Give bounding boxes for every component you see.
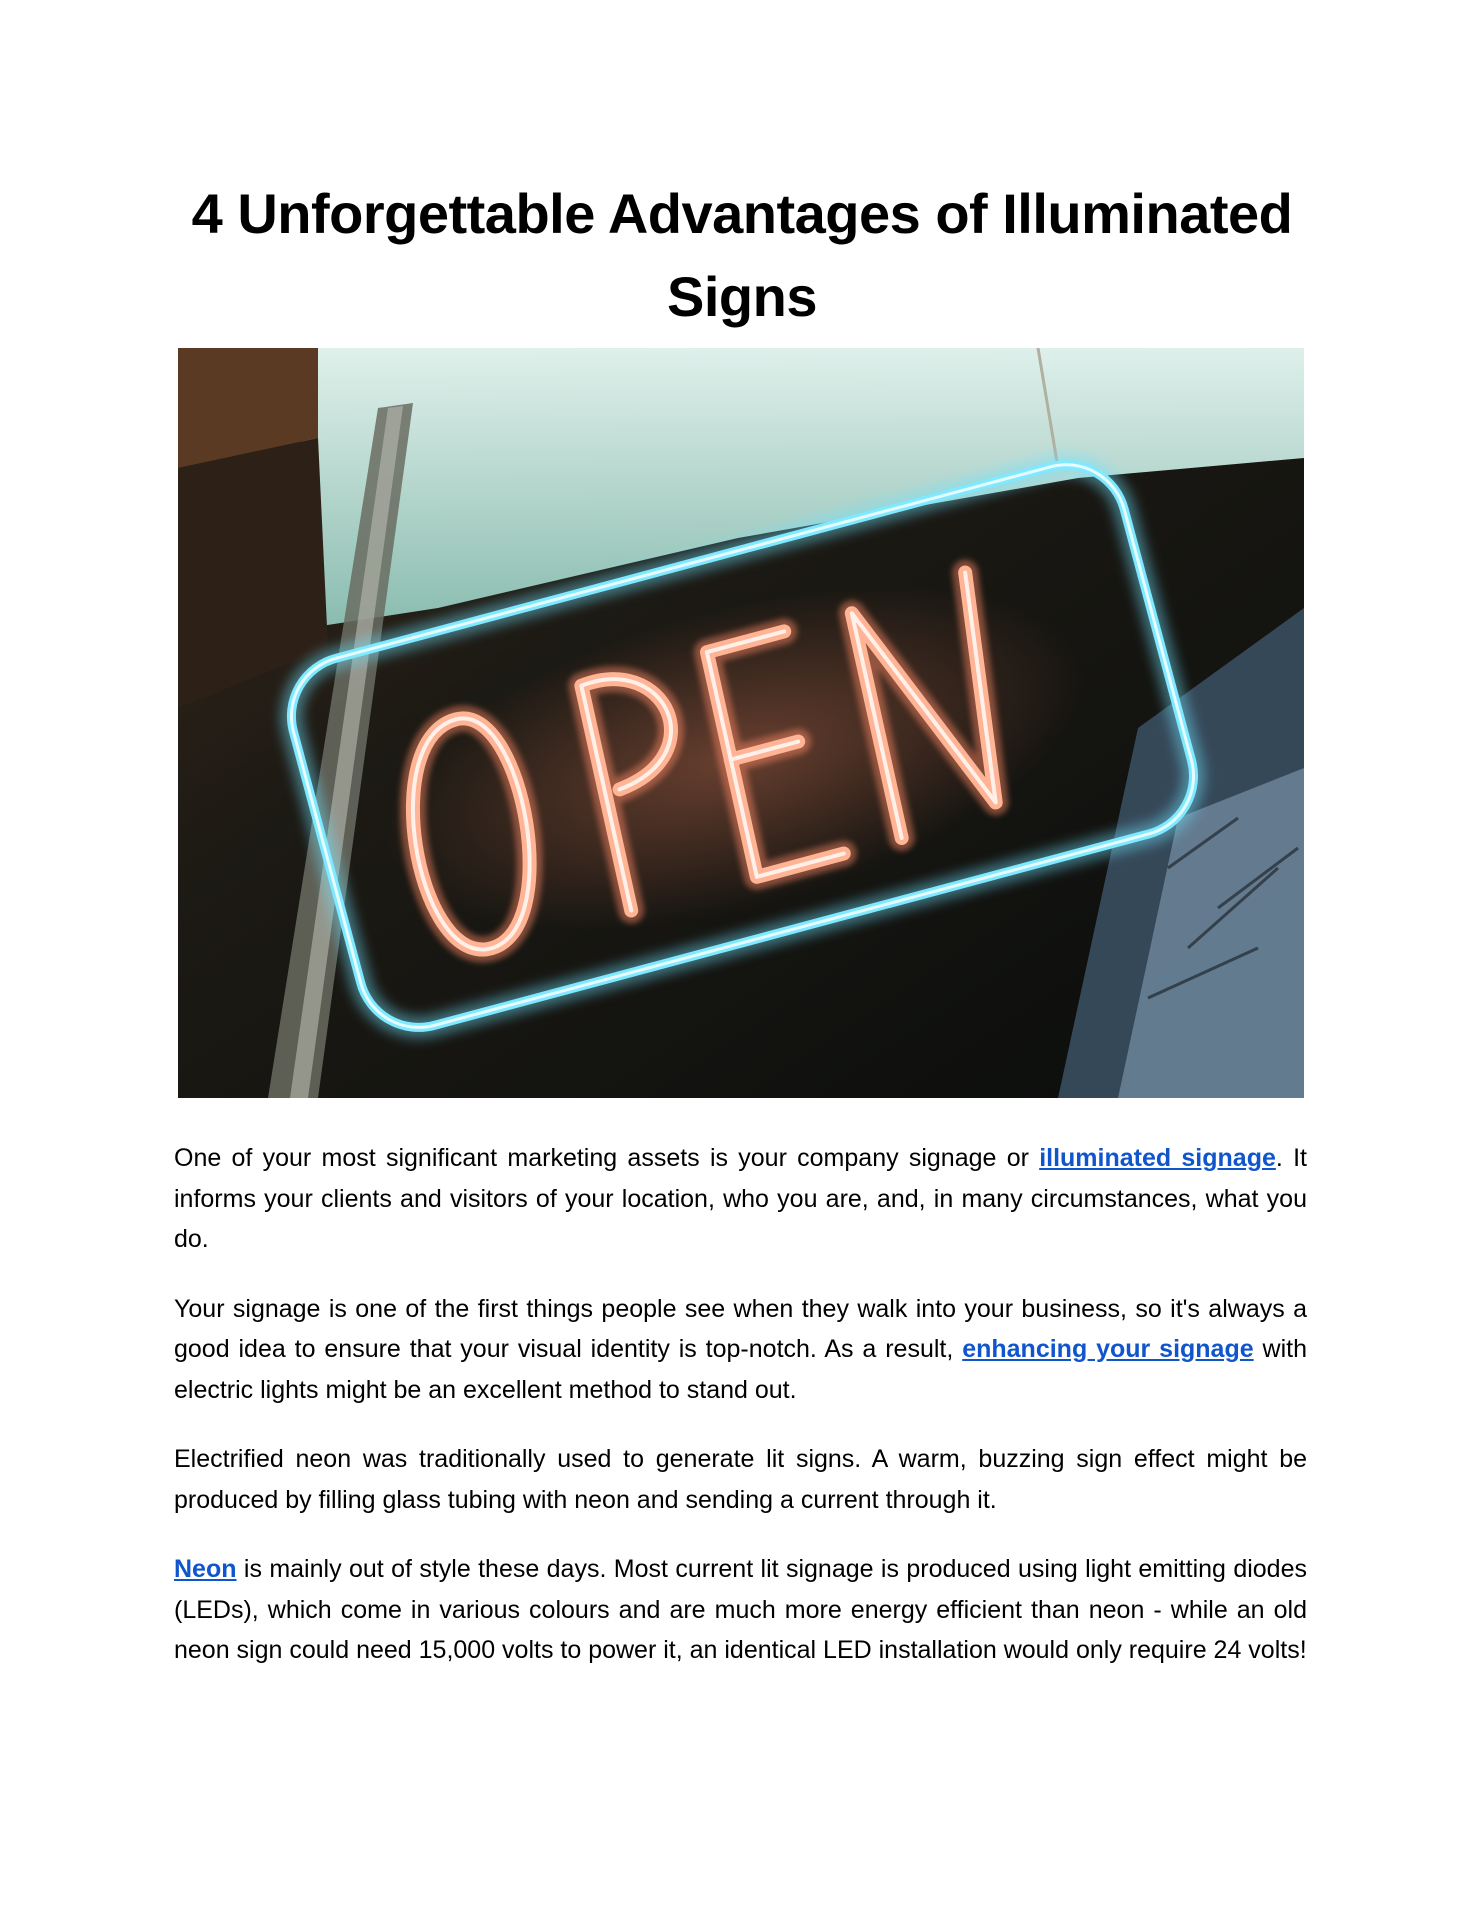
open-neon-sign-photo — [178, 348, 1304, 1098]
neon-sign-illustration — [178, 348, 1304, 1098]
paragraph-1: One of your most significant marketing assets is your company signage or illuminated signage. It informs your clients and visitors of your location, who you are, and, in many circumstances, what you do. — [174, 1144, 1307, 1253]
enhancing-your-signage-link[interactable]: enhancing your signage — [962, 1335, 1254, 1363]
page-title: 4 Unforgettable Advantages of Illuminated Signs — [191, 182, 1293, 328]
article-body — [174, 1138, 1307, 1700]
paragraph-4: Neon is mainly out of style these days. Most current lit signage is produced using light emitting diodes (LEDs), which come in various colours and are much more energy efficient than neon - while an old neon sign could need 15,000 volts to power it, an identical LED installation would only require 24 volts! — [174, 1555, 1307, 1664]
neon-link[interactable]: Neon — [174, 1555, 237, 1583]
paragraph-3: Electrified neon was traditionally used to generate lit signs. A warm, buzzing sign effect might be produced by filling glass tubing with neon and sending a current through it. — [174, 1445, 1307, 1514]
illuminated-signage-link[interactable]: illuminated signage — [1039, 1144, 1276, 1172]
paragraph-2: Your signage is one of the first things people see when they walk into your business, so it's always a good idea to ensure that your visual identity is top-notch. As a result, enhancing your signage with electric lights might be an excellent method to stand out. — [174, 1294, 1307, 1404]
